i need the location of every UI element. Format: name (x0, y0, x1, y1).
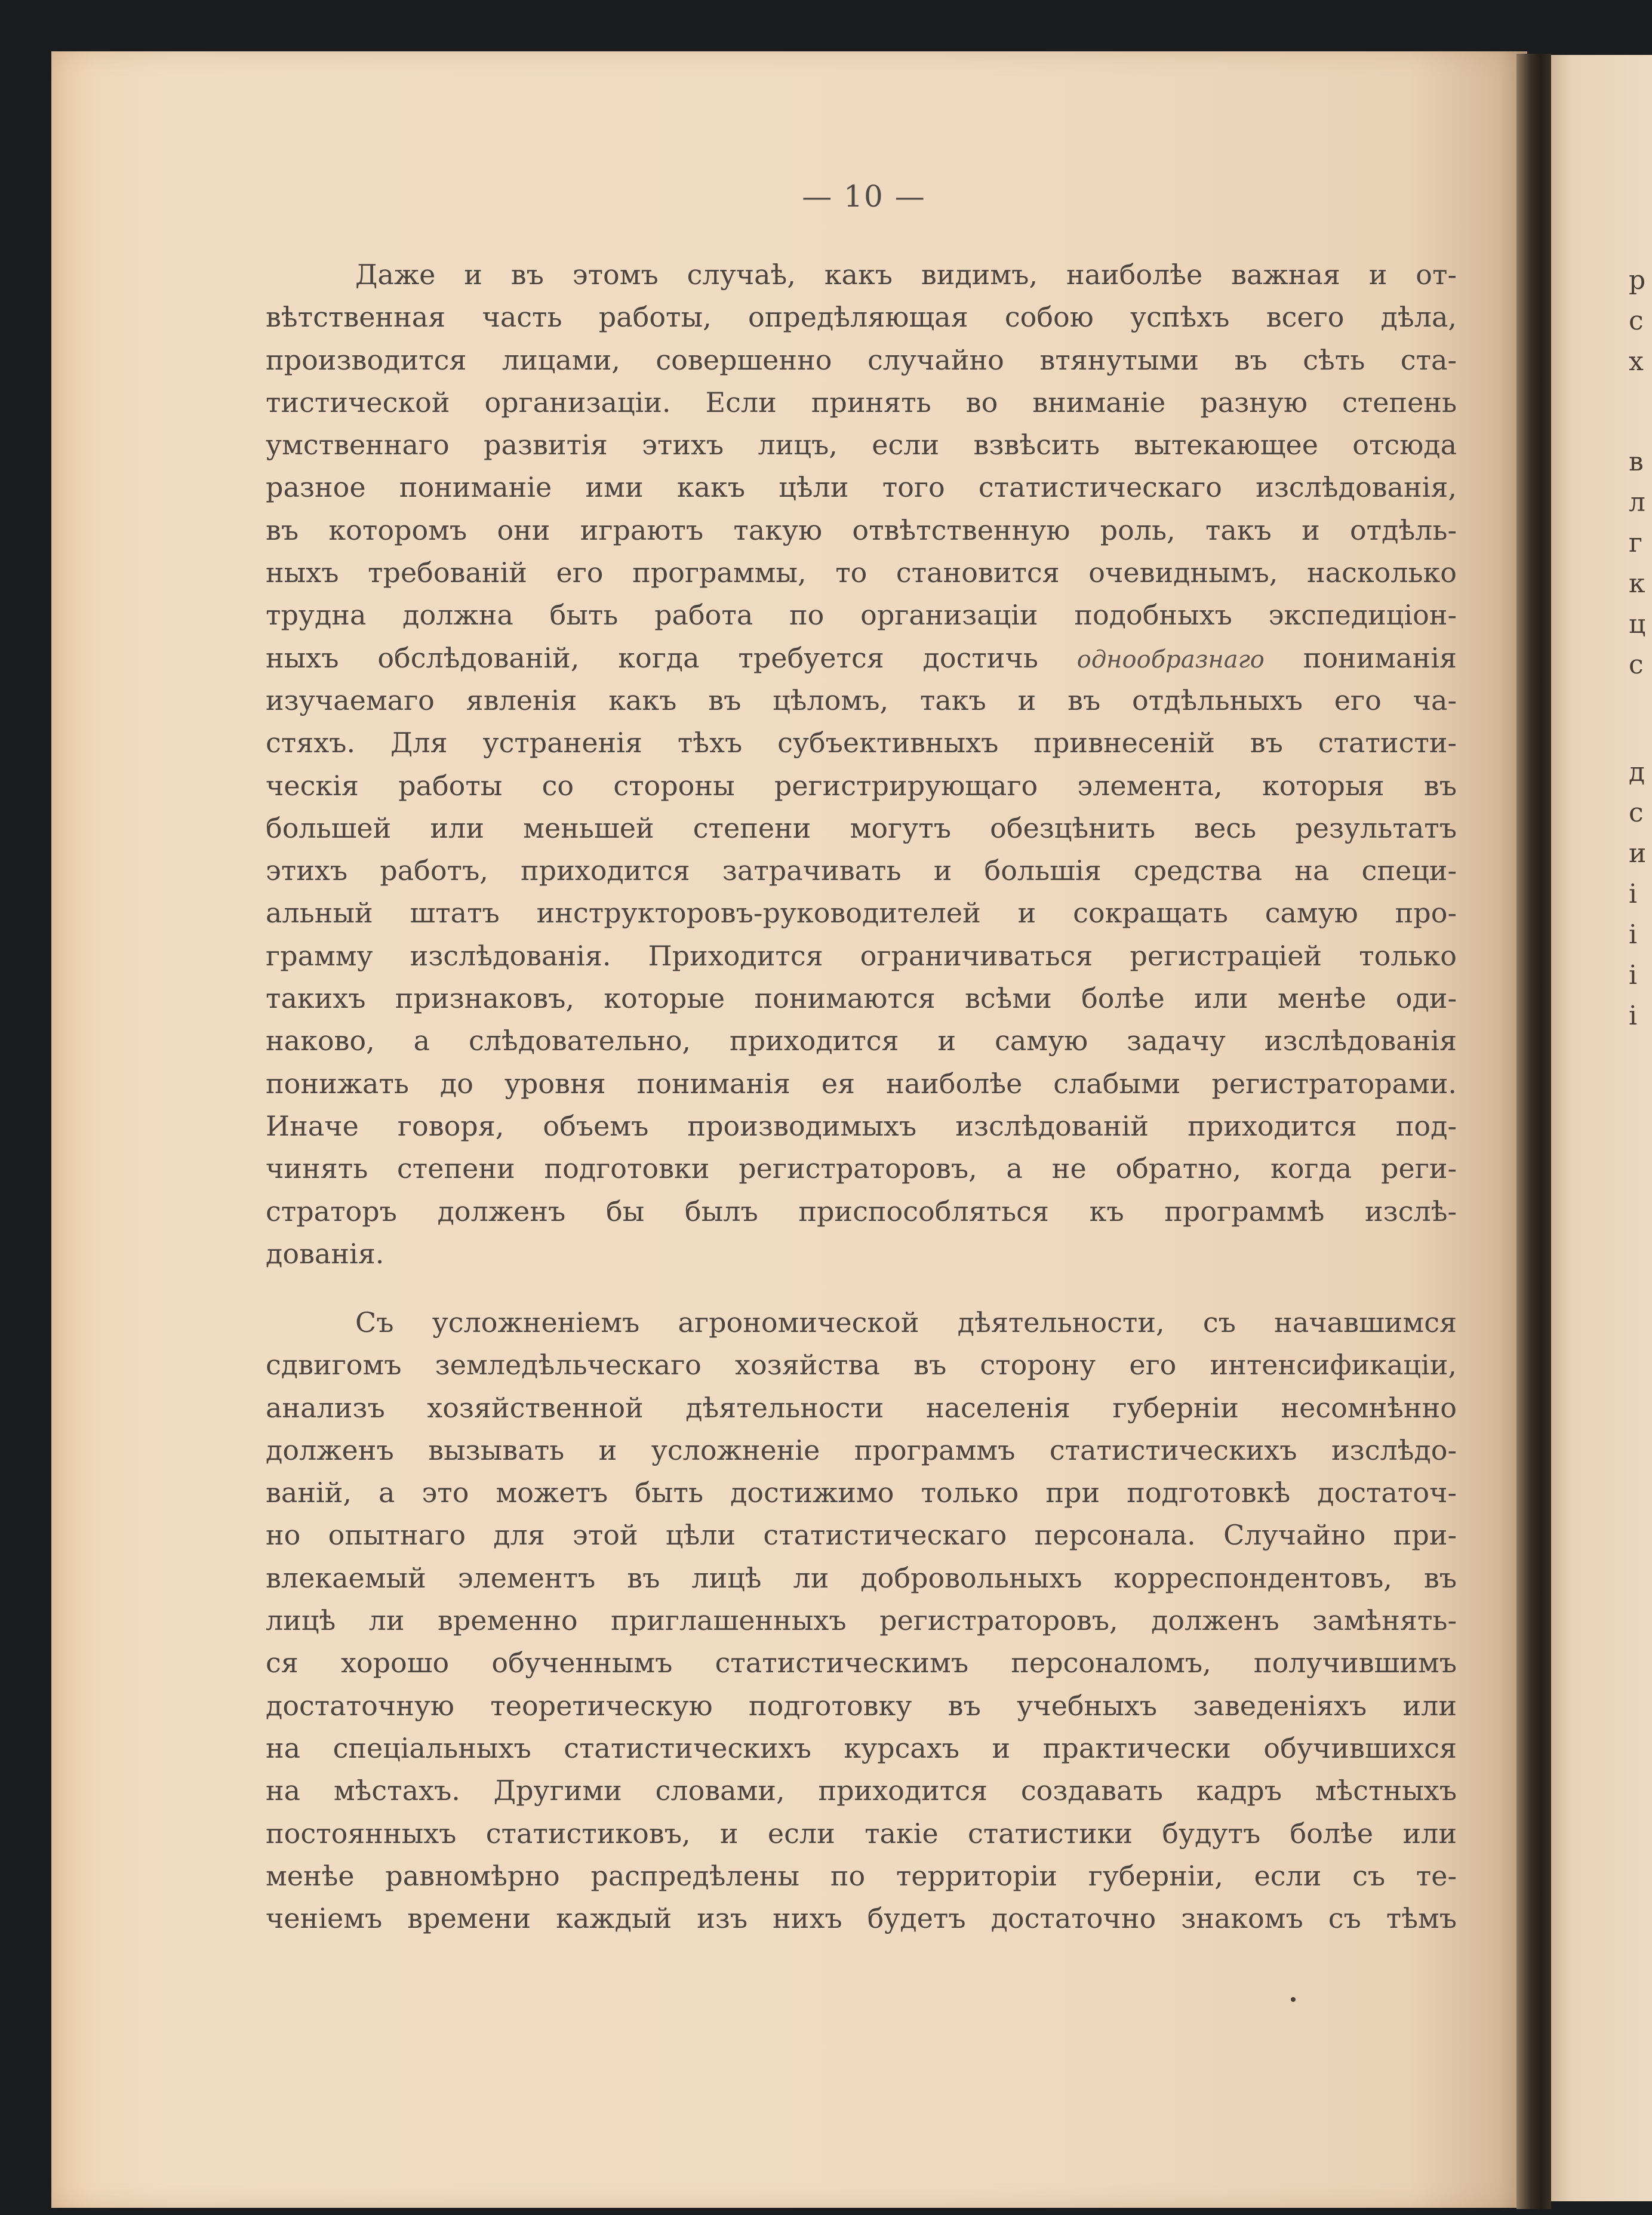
next-page-edge (1551, 55, 1652, 2201)
edge-letter: с (1629, 798, 1644, 828)
text-line: этихъ работъ, приходится затрачивать и большія средства на специ- (266, 854, 1457, 887)
text-line: страторъ долженъ бы былъ приспособляться къ программѣ изслѣ- (266, 1195, 1457, 1228)
paper-speck (1291, 1997, 1296, 2002)
text-line: достаточную теоретическую подготовку въ учебныхъ заведеніяхъ или (266, 1689, 1457, 1722)
text-line: изучаемаго явленія какъ въ цѣломъ, такъ и въ отдѣльныхъ его ча- (266, 684, 1457, 716)
text-line: влекаемый элементъ въ лицѣ ли добровольныхъ корреспондентовъ, въ (266, 1561, 1457, 1594)
edge-letter: х (1629, 346, 1644, 377)
text-line: производится лицами, совершенно случайно втянутыми въ сѣть ста- (266, 343, 1457, 376)
edge-letter: с (1629, 306, 1644, 336)
text-line: ся хорошо обученнымъ статистическимъ персоналомъ, получившимъ (266, 1647, 1457, 1679)
text-line: ченіемъ времени каждый изъ нихъ будетъ достаточно знакомъ съ тѣмъ (266, 1902, 1457, 1935)
text-line: чинять степени подготовки регистраторовъ, а не обратно, когда реги- (266, 1152, 1457, 1185)
edge-letter: і (1629, 1001, 1638, 1031)
text-line: менѣе равномѣрно распредѣлены по территоріи губерніи, если съ те- (266, 1859, 1457, 1892)
text-line: въ которомъ они играютъ такую отвѣтственную роль, такъ и отдѣль- (266, 513, 1457, 546)
text-line: лицѣ ли временно приглашенныхъ регистраторовъ, долженъ замѣнять- (266, 1604, 1457, 1637)
text-line: сдвигомъ земледѣльческаго хозяйства въ сторону его интенсификаціи, (266, 1349, 1457, 1382)
text-line: ныхъ требованій его программы, то становится очевиднымъ, насколько (266, 556, 1457, 589)
edge-letter: ц (1629, 609, 1646, 639)
text-line: постоянныхъ статистиковъ, и если такіе статистики будутъ болѣе или (266, 1817, 1457, 1850)
text-line: но опытнаго для этой цѣли статистическаго персонала. Случайно при- (266, 1519, 1457, 1552)
edge-letter: с (1629, 650, 1644, 680)
text-line: ваній, а это можетъ быть достижимо только при подготовкѣ достаточ- (266, 1476, 1457, 1509)
text-line: умственнаго развитія этихъ лицъ, если взвѣсить вытекающее отсюда (266, 429, 1457, 462)
text-line: грамму изслѣдованія. Приходится ограничиваться регистраціей только (266, 939, 1457, 972)
text-line: такихъ признаковъ, которые понимаются всѣми болѣе или менѣе оди- (266, 982, 1457, 1015)
text-line: разное пониманіе ими какъ цѣли того статистическаго изслѣдованія, (266, 471, 1457, 504)
text-line: понижать до уровня пониманія ея наиболѣе слабыми регистраторами. (266, 1067, 1457, 1100)
paragraph-2 (266, 1302, 1457, 1940)
edge-letter: д (1629, 757, 1645, 787)
line-text: пониманія (1303, 641, 1457, 674)
edge-letter: л (1629, 487, 1645, 518)
text-line: дованія. (266, 1237, 384, 1270)
text-line: на спеціальныхъ статистическихъ курсахъ и практически обучившихся (266, 1731, 1457, 1764)
italic-emphasis: однообразнаго (1076, 645, 1265, 673)
text-line: стяхъ. Для устраненія тѣхъ субъективныхъ привнесеній въ статисти- (266, 727, 1457, 759)
edge-letter: г (1629, 528, 1643, 558)
text-line: ческія работы со стороны регистрирующаго элемента, которыя въ (266, 769, 1457, 802)
text-line: на мѣстахъ. Другими словами, приходится создавать кадръ мѣстныхъ (266, 1774, 1457, 1807)
text-line: тистической организаціи. Если принять во вниманіе разную степень (266, 386, 1457, 419)
text-line: вѣтственная часть работы, опредѣляющая собою успѣхъ всего дѣла, (266, 301, 1457, 334)
text-line: альный штатъ инструкторовъ-руководителей и сокращать самую про- (266, 897, 1457, 930)
page-number: — 10 — (802, 179, 926, 214)
edge-letter: в (1629, 447, 1644, 477)
edge-letter: к (1629, 568, 1645, 599)
text-line: наково, а слѣдовательно, приходится и самую задачу изслѣдованія (266, 1025, 1457, 1057)
text-line: Съ усложненіемъ агрономической дѣятельности, съ начавшимся (355, 1306, 1457, 1339)
edge-letter: р (1629, 265, 1646, 296)
edge-letter: і (1629, 919, 1638, 950)
paragraph-1 (266, 254, 1457, 1275)
text-line: Даже и въ этомъ случаѣ, какъ видимъ, наиболѣе важная и от- (355, 259, 1457, 291)
text-line: трудна должна быть работа по организаціи подобныхъ экспедиціон- (266, 599, 1457, 632)
text-line: Иначе говоря, объемъ производимыхъ изслѣдованій приходится под- (266, 1109, 1457, 1142)
book-gutter (1516, 54, 1551, 2209)
edge-letter: і (1629, 960, 1638, 990)
text-line: большей или меньшей степени могутъ обезцѣнить весь результатъ (266, 811, 1457, 844)
line-text: ныхъ обслѣдованій, когда требуется достичь (266, 641, 1038, 674)
text-line: анализъ хозяйственной дѣятельности населенія губерніи несомнѣнно (266, 1391, 1457, 1424)
text-line: долженъ вызывать и усложненіе программъ статистическихъ изслѣдо- (266, 1433, 1457, 1466)
edge-letter: і (1629, 879, 1638, 909)
text-line-with-emphasis (266, 637, 1457, 679)
edge-letter: и (1629, 838, 1647, 869)
